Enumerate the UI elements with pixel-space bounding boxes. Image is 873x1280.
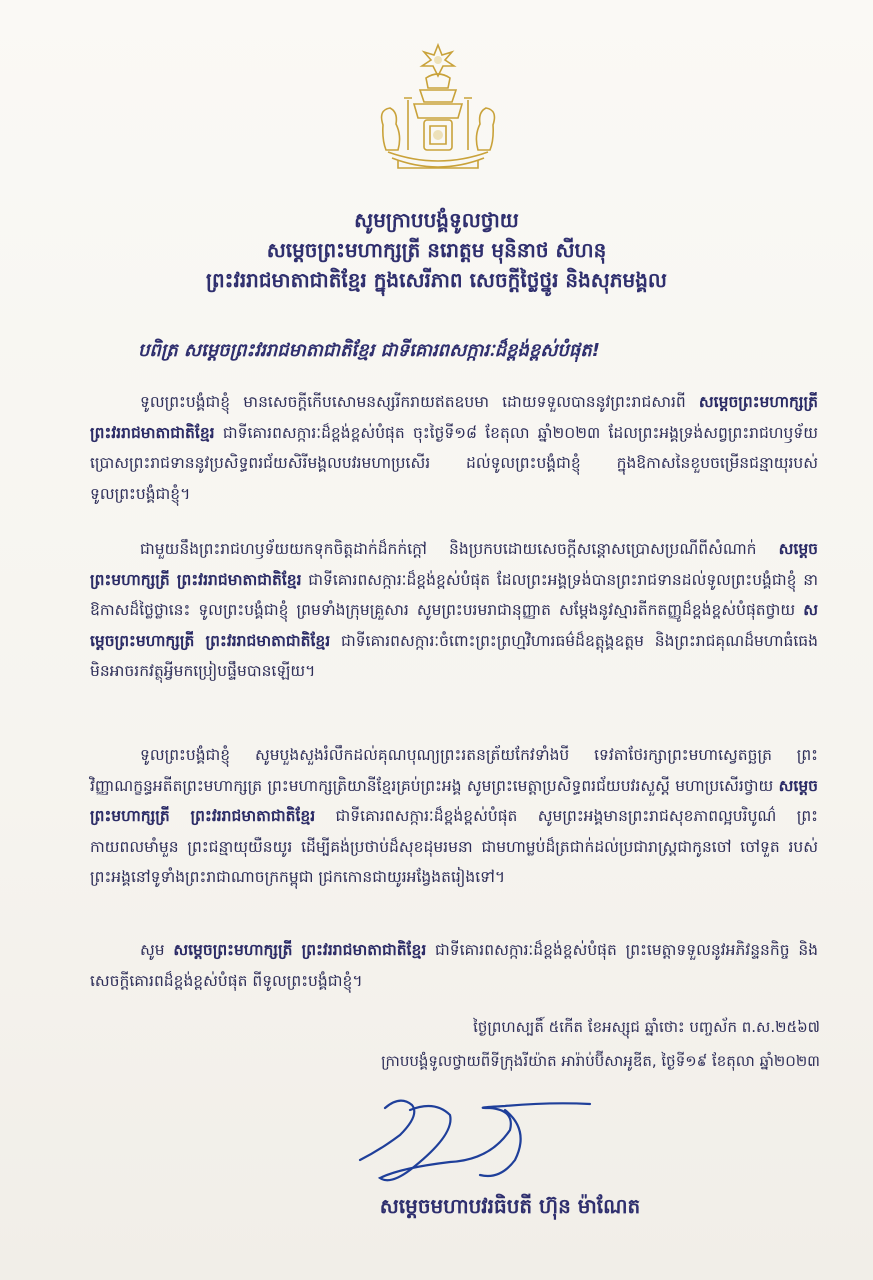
paragraph-3-bold: សម្តេចព្រះមហាក្សត្រី ព្រះវររាជមាតាជាតិខ្មែរ (90, 776, 818, 825)
royal-arms-icon (368, 40, 508, 180)
paragraph-1-text-a: ទូលព្រះបង្គំជាខ្ញុំ មានសេចក្តីកើបសោមនស្សរីករាយឥតឧបមា ដោយទទួលបាននូវព្រះរាជសារពី (140, 393, 686, 411)
addressee-line-2: សម្តេចព្រះមហាក្សត្រី នរោត្តម មុនិនាថ សីហនុ (266, 238, 607, 262)
addressee-line-3: ព្រះវររាជមាតាជាតិខ្មែរ ក្នុងសេរីភាព សេចក្តីថ្លៃថ្នូរ និងសុភមង្គល (206, 268, 667, 292)
paragraph-2-bold-1: សម្តេចព្រះមហាក្សត្រី ព្រះវររាជមាតាជាតិខ្មែរ (90, 540, 818, 589)
paragraph-2-text-b: ជាទីគោរពសក្ការៈដ៏ខ្ពង់ខ្ពស់បំផុត ដែលព្រះអង្គទ្រង់បានព្រះរាជទានដល់ទូលព្រះបង្គំជាខ្ញុំ នាឱកាសដ៏ថ្លៃថ្លានេះ ទូលព្រះបង្គំជាខ្ញុំ ព្រមទាំងក្រុមគ្រួសារ សូមព្រះបរមរាជានុញ្ញាត សម្តែងនូវស្មារតីកតញ្ញូដ៏ខ្ពង់ខ្ពស់បំផុតថ្វាយ (90, 570, 818, 619)
paragraph-1-text-b: ជាទីគោរពសក្ការៈដ៏ខ្ពង់ខ្ពស់បំផុត ចុះថ្ងៃទី១៨ ខែតុលា ឆ្នាំ២០២៣ ដែលព្រះអង្គទ្រង់សព្វព្រះរាជហឫទ័យ ប្រោសព្រះរាជទាននូវប្រសិទ្ធពរជ័យសិរីមង្គលបវរមហាប្រសើរ ដល់ទូលព្រះបង្គំជាខ្ញុំ ក្នុងឱកាសនៃខួបចម្រើនជន្មាយុរបស់ទូលព្រះបង្គំជាខ្ញុំ។ (90, 423, 818, 503)
signer-name: សម្តេចមហាបវរធិបតី ហ៊ុន ម៉ាណែត (379, 1194, 641, 1218)
paragraph-2-text-a: ជាមួយនឹងព្រះរាជហឫទ័យយកទុកចិត្តដាក់ដ៏កក់ក្តៅ និងប្រកបដោយសេចក្តីសន្តោសប្រោសប្រណីពីសំណាក់ (140, 540, 779, 558)
paragraph-4-text-b: ជាទីគោរពសក្ការៈដ៏ខ្ពង់ខ្ពស់បំផុត ព្រះមេត្តាទទួលនូវអភិវន្ទនកិច្ច និងសេចក្តីគោរពដ៏ខ្ពង់ខ្ពស់បំផុត ពីទូលព្រះបង្គំជាខ្ញុំ។ (90, 941, 819, 990)
paragraph-3 (90, 740, 818, 893)
paragraph-1-bold: សម្តេចព្រះមហាក្សត្រី ព្រះវររាជមាតាជាតិខ្មែរ (90, 393, 818, 442)
paragraph-3-text-a: ទូលព្រះបង្គំជាខ្ញុំ សូមបួងសួងរំលឹកដល់គុណបុណ្យព្រះរតនត្រ័យកែវទាំងបី ទេវតាថែរក្សាព្រះមហាស្វេតច្ឆត្រ ព្រះវិញ្ញាណក្ខន្ធអតីតព្រះមហាក្សត្រ ព្រះមហាក្សត្រិយានីខ្មែរគ្រប់ព្រះអង្គ សូមព្រះមេត្តាប្រសិទ្ធពរជ័យបវរសួស្តី មហាប្រសើរថ្វាយ (90, 746, 818, 795)
paragraph-2-bold-2: សម្តេចព្រះមហាក្សត្រី ព្រះវររាជមាតាជាតិខ្មែរ (90, 601, 818, 650)
paragraph-2-text-c: ជាទីគោរពសក្ការៈចំពោះព្រះព្រហ្មវិហារធម៌ដ៏ឧត្តុង្គឧត្តម និងព្រះរាជគុណដ៏មហាធំធេង មិនអាចរកវត្ថុអ្វីមកប្រៀបផ្ទឹមបានឡើយ។ (90, 631, 818, 680)
place-date-line: ក្រាបបង្គំទូលថ្វាយពីទីក្រុងរីយ៉ាត អារ៉ាប់ប៊ីសាអូឌីត, ថ្ងៃទី១៩ ខែតុលា ឆ្នាំ២០២៣ (381, 1052, 820, 1070)
salutation: បពិត្រ សម្តេចព្រះវររាជមាតាជាតិខ្មែរ ជាទីគោរពសក្ការៈដ៏ខ្ពង់ខ្ពស់បំផុត! (138, 340, 600, 361)
paragraph-1 (90, 387, 818, 509)
addressee-line-1: សូមក្រាបបង្គំទូលថ្វាយ (354, 208, 519, 232)
paragraph-3-text-b: ជាទីគោរពសក្ការៈដ៏ខ្ពង់ខ្ពស់បំផុត សូមព្រះអង្គមានព្រះរាជសុខភាពល្អបរិបូណ៌ ព្រះកាយពលមាំមួន ព្រះជន្មាយុយឺនយូរ ដើម្បីគង់ប្រថាប់ដ៏សុខដុមរមនា ជាមហាម្លប់ដ៏ត្រជាក់ដល់ប្រជារាស្ត្រជាកូនចៅ ចៅទួត របស់ព្រះអង្គនៅទូទាំងព្រះរាជាណាចក្រកម្ពុជា ជ្រកកោនជាយូរអង្វែងតរៀងទៅ។ (90, 807, 818, 886)
paragraph-4 (90, 935, 818, 996)
lunar-date-line: ថ្ងៃព្រហស្បតិ៍ ៥កើត ខែអស្សុជ ឆ្នាំថោះ បញ្ចស័ក ព.ស.២៥៦៧ (473, 1018, 820, 1036)
paragraph-4-bold: សម្តេចព្រះមហាក្សត្រី ព្រះវររាជមាតាជាតិខ្មែរ (173, 941, 427, 959)
handwritten-signature (340, 1090, 610, 1190)
paragraph-4-text-a: សូម (140, 941, 174, 959)
paragraph-2 (90, 534, 818, 687)
